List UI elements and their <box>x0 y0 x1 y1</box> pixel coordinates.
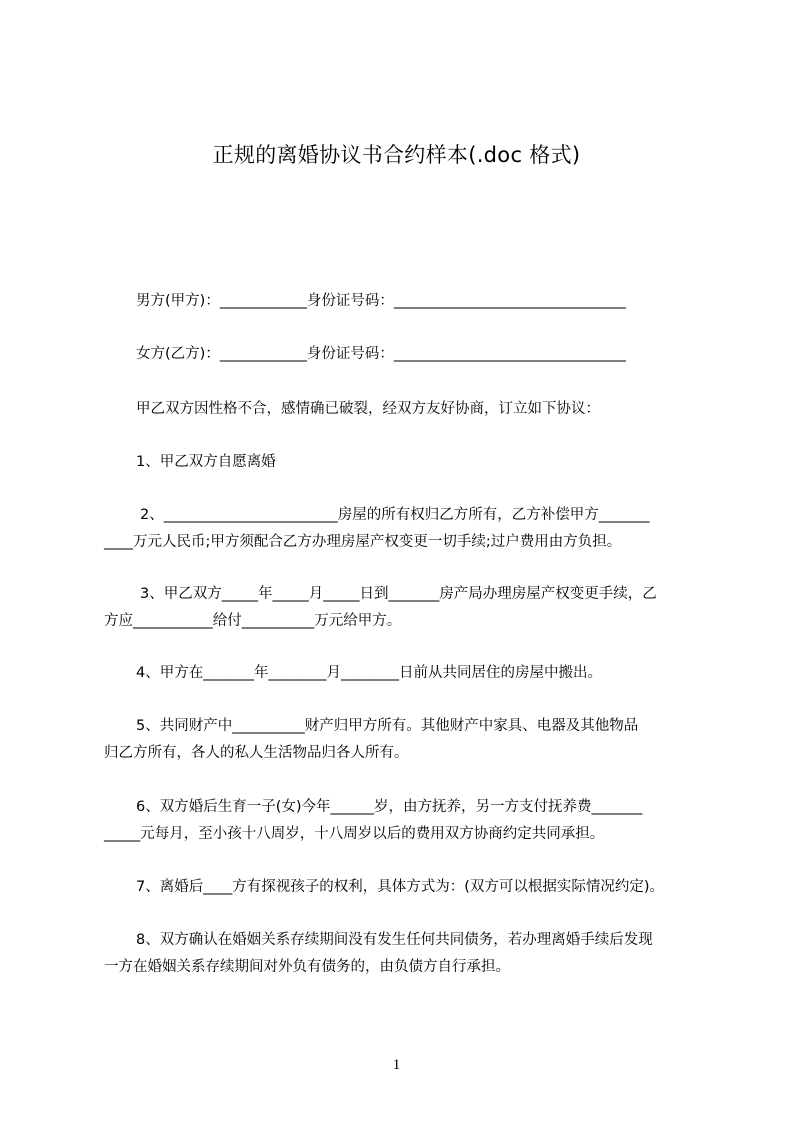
clause-6-line-1: 6、双方婚后生育一子(女)今年______岁，由方抚养，另一方支付抚养费_______ <box>136 799 643 815</box>
clause-3-line-2: 方应___________给付__________万元给甲方。 <box>104 613 402 629</box>
clause-2-line-2: ____万元人民币;甲方须配合乙方办理房屋产权变更一切手续;过户费用由方负担。 <box>104 534 622 550</box>
clause-5-line-2: 归乙方所有，各人的私人生活物品归各人所有。 <box>104 745 409 761</box>
clause-5-line-1: 5、共同财产中__________财产归甲方所有。其他财产中家具、电器及其他物品 <box>136 718 639 734</box>
clause-7: 7、离婚后____方有探视孩子的权利，具体方式为：(双方可以根据实际情况约定)。 <box>136 879 665 895</box>
clause-8-line-2: 一方在婚姻关系存续期间对外负有债务的，由负债方自行承担。 <box>104 959 510 975</box>
clause-1: 1、甲乙双方自愿离婚 <box>136 454 276 470</box>
wife-info-line: 女方(乙方)：____________身份证号码：________________________________ <box>136 346 626 362</box>
clause-2-line-1: 2、________________________房屋的所有权归乙方所有，乙方补偿甲方_______ <box>140 507 650 523</box>
clause-3-line-1: 3、甲乙双方_____年_____月_____日到_______房产局办理房屋产权变更手续，乙 <box>140 586 657 602</box>
clause-4: 4、甲方在_______年________月________日前从共同居住的房屋中搬出。 <box>136 665 602 681</box>
document-title: 正规的离婚协议书合约样本(.doc 格式) <box>212 143 581 167</box>
clause-6-line-2: _____元每月，至小孩十八周岁，十八周岁以后的费用双方协商约定共同承担。 <box>104 826 605 842</box>
page-number: 1 <box>392 1057 401 1073</box>
intro-paragraph: 甲乙双方因性格不合，感情确已破裂，经双方友好协商，订立如下协议： <box>136 401 600 417</box>
clause-8-line-1: 8、双方确认在婚姻关系存续期间没有发生任何共同债务，若办理离婚手续后发现 <box>136 932 653 948</box>
husband-info-line: 男方(甲方)：____________身份证号码：________________________________ <box>136 293 626 309</box>
